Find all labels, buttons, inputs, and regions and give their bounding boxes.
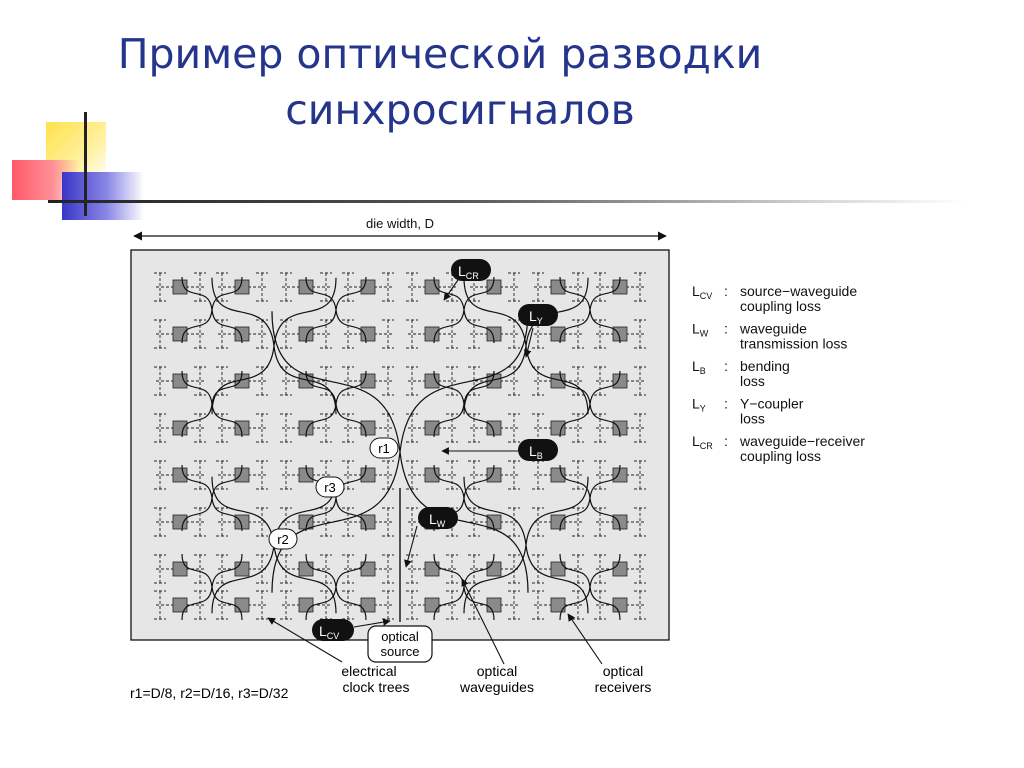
optical-receiver [425, 280, 439, 294]
svg-text:transmission loss: transmission loss [740, 335, 848, 352]
svg-text::: : [724, 320, 728, 337]
optical-receiver [361, 327, 375, 341]
optical-receiver [173, 468, 187, 482]
optical-receiver [425, 421, 439, 435]
radius-label-r2 [269, 529, 297, 549]
loss-tag-lw [418, 507, 458, 529]
optical-receiver [551, 468, 565, 482]
svg-text:waveguide−receiver: waveguide−receiver [740, 433, 865, 449]
optical-receiver [361, 562, 375, 576]
optical-receiver [361, 468, 375, 482]
optical-receiver [425, 327, 439, 341]
optical-receiver [173, 515, 187, 529]
svg-text:Y−coupler: Y−coupler [740, 395, 804, 412]
die-width-label: die width, D [366, 216, 434, 231]
svg-text:coupling loss: coupling loss [740, 298, 821, 314]
optical-receiver [173, 421, 187, 435]
optical-receiver [235, 562, 249, 576]
svg-text:bending: bending [740, 358, 790, 374]
optical-receiver [551, 598, 565, 612]
optical-receiver [551, 515, 565, 529]
svg-text:loss: loss [740, 373, 765, 389]
svg-text:LY: $L_Y$ [529, 308, 543, 326]
title-line-1: Пример оптической разводки [117, 30, 763, 78]
loss-tag-lb [518, 439, 558, 461]
svg-text::: : [724, 358, 728, 374]
optical-receiver [551, 421, 565, 435]
svg-text:coupling loss: coupling loss [740, 448, 821, 464]
legend-item [692, 358, 790, 389]
optical-receiver [173, 374, 187, 388]
svg-text:LY: $L_Y$ [692, 395, 706, 414]
optical-receiver [551, 327, 565, 341]
svg-text:LB: $L_B$ [692, 358, 706, 376]
svg-text::: : [724, 433, 728, 449]
loss-tag-lcr [451, 259, 491, 281]
loss-legend [692, 283, 865, 464]
svg-text::: : [724, 395, 728, 412]
svg-text:optical: optical [381, 629, 419, 644]
optical-receiver [487, 598, 501, 612]
svg-text:LW: $L_W$ [429, 511, 446, 529]
svg-text:LCR: $L_{CR}$ [458, 263, 479, 281]
optical-receiver [425, 562, 439, 576]
title-line-2: синхросигналов [285, 86, 635, 134]
callout-receivers-line2: receivers [594, 679, 652, 695]
optical-source-box [368, 626, 432, 662]
optical-receiver [613, 562, 627, 576]
optical-receiver [551, 280, 565, 294]
callout-receivers-line1: optical [602, 663, 644, 679]
optical-receiver [173, 598, 187, 612]
svg-text:LCR: $L_{CR}$ [692, 433, 713, 451]
optical-receiver [361, 374, 375, 388]
optical-receiver [425, 598, 439, 612]
svg-text::: : [724, 283, 728, 299]
legend-item [692, 321, 847, 352]
callout-waveguides-line1: optical [476, 663, 518, 679]
optical-receiver [173, 562, 187, 576]
svg-text:loss: loss [740, 410, 765, 427]
callout-waveguides-line2: waveguides [460, 679, 534, 695]
legend-item [692, 396, 804, 427]
svg-text:LCV: $L_{CV}$ [319, 623, 340, 641]
legend-item [692, 283, 857, 314]
radius-formula: r1=D/8, r2=D/16, r3=D/32 [130, 685, 289, 701]
svg-text:r1: r1 [378, 441, 390, 456]
optical-receiver [487, 562, 501, 576]
legend-item [692, 433, 865, 464]
radius-label-r1 [370, 438, 398, 458]
optical-receiver [361, 421, 375, 435]
optical-receiver [425, 468, 439, 482]
optical-receiver [235, 598, 249, 612]
optical-receiver [299, 598, 313, 612]
svg-text:r2: r2 [277, 532, 289, 547]
optical-receiver [613, 598, 627, 612]
optical-receiver [551, 562, 565, 576]
svg-text:source−waveguide: source−waveguide [740, 283, 858, 299]
callout-clock-trees-line1: electrical [341, 663, 397, 679]
svg-text:r3: r3 [324, 480, 336, 495]
loss-tag-ly [518, 304, 558, 326]
callout-clock-trees-line2: clock trees [342, 679, 410, 695]
svg-text:LW: $L_W$ [692, 320, 709, 339]
svg-text:LCV: $L_{CV}$ [692, 283, 713, 301]
optical-receiver [299, 562, 313, 576]
svg-text:waveguide: waveguide [740, 320, 807, 337]
optical-receiver [361, 280, 375, 294]
loss-tag-lcv [312, 619, 354, 641]
svg-text:LB: $L_B$ [529, 443, 543, 461]
optical-receiver [173, 327, 187, 341]
optical-receiver [425, 374, 439, 388]
optical-receiver [361, 515, 375, 529]
radius-label-r3 [316, 477, 344, 497]
optical-receiver [361, 598, 375, 612]
svg-text:source: source [380, 644, 420, 659]
optical-receiver [173, 280, 187, 294]
